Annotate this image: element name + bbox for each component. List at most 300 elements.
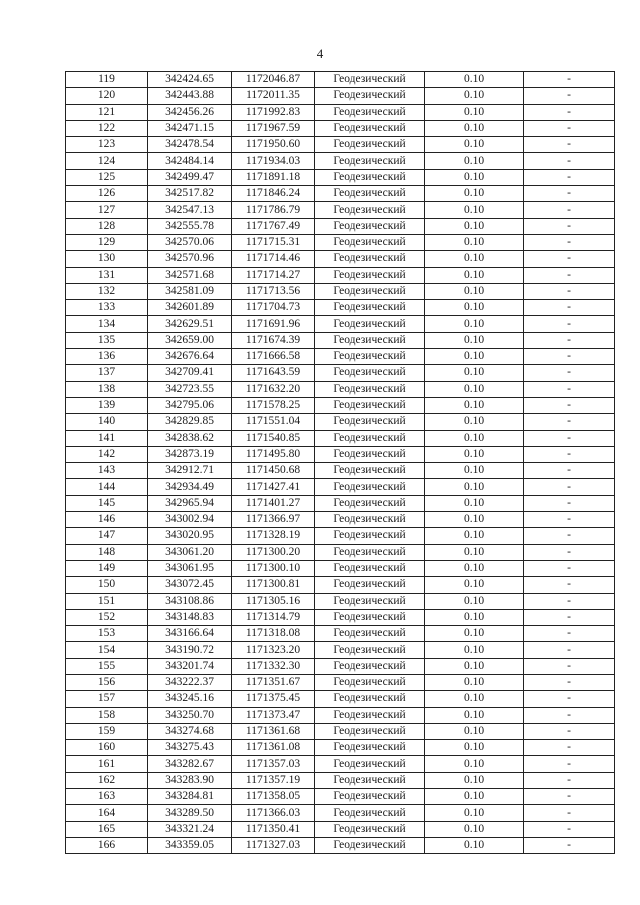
table-row	[66, 772, 615, 788]
y-coordinate-cell: 1171691.96	[232, 316, 315, 332]
accuracy-cell: 0.10	[425, 332, 524, 348]
table-row	[66, 642, 615, 658]
point-number-cell: 141	[66, 430, 148, 446]
y-coordinate-cell: 1171361.68	[232, 723, 315, 739]
point-number-cell: 122	[66, 120, 148, 136]
y-coordinate-cell: 1171318.08	[232, 626, 315, 642]
y-coordinate-cell: 1171427.41	[232, 479, 315, 495]
y-coordinate-cell: 1171786.79	[232, 202, 315, 218]
method-cell: Геодезический	[315, 414, 425, 430]
point-number-cell: 132	[66, 283, 148, 299]
y-coordinate-cell: 1171305.16	[232, 593, 315, 609]
accuracy-cell: 0.10	[425, 495, 524, 511]
x-coordinate-cell: 343284.81	[148, 789, 232, 805]
note-cell: -	[524, 72, 615, 88]
x-coordinate-cell: 342424.65	[148, 72, 232, 88]
accuracy-cell: 0.10	[425, 72, 524, 88]
accuracy-cell: 0.10	[425, 789, 524, 805]
method-cell: Геодезический	[315, 560, 425, 576]
x-coordinate-cell: 342484.14	[148, 153, 232, 169]
y-coordinate-cell: 1172011.35	[232, 88, 315, 104]
y-coordinate-cell: 1171328.19	[232, 528, 315, 544]
point-number-cell: 134	[66, 316, 148, 332]
x-coordinate-cell: 342965.94	[148, 495, 232, 511]
table-row	[66, 365, 615, 381]
note-cell: -	[524, 88, 615, 104]
point-number-cell: 124	[66, 153, 148, 169]
x-coordinate-cell: 342471.15	[148, 120, 232, 136]
accuracy-cell: 0.10	[425, 365, 524, 381]
x-coordinate-cell: 343061.95	[148, 560, 232, 576]
accuracy-cell: 0.10	[425, 316, 524, 332]
accuracy-cell: 0.10	[425, 512, 524, 528]
point-number-cell: 146	[66, 512, 148, 528]
accuracy-cell: 0.10	[425, 218, 524, 234]
x-coordinate-cell: 342676.64	[148, 349, 232, 365]
table-row	[66, 397, 615, 413]
x-coordinate-cell: 342709.41	[148, 365, 232, 381]
table-row	[66, 430, 615, 446]
point-number-cell: 127	[66, 202, 148, 218]
note-cell: -	[524, 169, 615, 185]
x-coordinate-cell: 343321.24	[148, 821, 232, 837]
accuracy-cell: 0.10	[425, 740, 524, 756]
y-coordinate-cell: 1171323.20	[232, 642, 315, 658]
accuracy-cell: 0.10	[425, 772, 524, 788]
table-row	[66, 283, 615, 299]
table-row	[66, 805, 615, 821]
table-row	[66, 691, 615, 707]
table-row	[66, 593, 615, 609]
x-coordinate-cell: 342499.47	[148, 169, 232, 185]
note-cell: -	[524, 104, 615, 120]
method-cell: Геодезический	[315, 495, 425, 511]
note-cell: -	[524, 300, 615, 316]
note-cell: -	[524, 577, 615, 593]
x-coordinate-cell: 342629.51	[148, 316, 232, 332]
method-cell: Геодезический	[315, 88, 425, 104]
method-cell: Геодезический	[315, 821, 425, 837]
method-cell: Геодезический	[315, 805, 425, 821]
accuracy-cell: 0.10	[425, 691, 524, 707]
x-coordinate-cell: 343282.67	[148, 756, 232, 772]
y-coordinate-cell: 1171714.46	[232, 251, 315, 267]
y-coordinate-cell: 1171366.03	[232, 805, 315, 821]
table-row	[66, 316, 615, 332]
y-coordinate-cell: 1171540.85	[232, 430, 315, 446]
point-number-cell: 138	[66, 381, 148, 397]
table-row	[66, 740, 615, 756]
table-row	[66, 120, 615, 136]
method-cell: Геодезический	[315, 300, 425, 316]
note-cell: -	[524, 137, 615, 153]
point-number-cell: 155	[66, 658, 148, 674]
x-coordinate-cell: 343201.74	[148, 658, 232, 674]
y-coordinate-cell: 1171704.73	[232, 300, 315, 316]
method-cell: Геодезический	[315, 218, 425, 234]
accuracy-cell: 0.10	[425, 88, 524, 104]
y-coordinate-cell: 1171632.20	[232, 381, 315, 397]
note-cell: -	[524, 674, 615, 690]
y-coordinate-cell: 1171767.49	[232, 218, 315, 234]
y-coordinate-cell: 1171327.03	[232, 837, 315, 853]
point-number-cell: 120	[66, 88, 148, 104]
x-coordinate-cell: 342829.85	[148, 414, 232, 430]
method-cell: Геодезический	[315, 137, 425, 153]
table-row	[66, 300, 615, 316]
table-row	[66, 789, 615, 805]
y-coordinate-cell: 1171967.59	[232, 120, 315, 136]
x-coordinate-cell: 343061.20	[148, 544, 232, 560]
table-row	[66, 218, 615, 234]
method-cell: Геодезический	[315, 707, 425, 723]
point-number-cell: 156	[66, 674, 148, 690]
y-coordinate-cell: 1172046.87	[232, 72, 315, 88]
y-coordinate-cell: 1171357.03	[232, 756, 315, 772]
accuracy-cell: 0.10	[425, 577, 524, 593]
x-coordinate-cell: 342555.78	[148, 218, 232, 234]
point-number-cell: 163	[66, 789, 148, 805]
point-number-cell: 126	[66, 186, 148, 202]
method-cell: Геодезический	[315, 202, 425, 218]
note-cell: -	[524, 479, 615, 495]
accuracy-cell: 0.10	[425, 609, 524, 625]
note-cell: -	[524, 756, 615, 772]
point-number-cell: 133	[66, 300, 148, 316]
x-coordinate-cell: 343148.83	[148, 609, 232, 625]
point-number-cell: 136	[66, 349, 148, 365]
y-coordinate-cell: 1171846.24	[232, 186, 315, 202]
note-cell: -	[524, 218, 615, 234]
accuracy-cell: 0.10	[425, 234, 524, 250]
table-row	[66, 137, 615, 153]
y-coordinate-cell: 1171950.60	[232, 137, 315, 153]
method-cell: Геодезический	[315, 234, 425, 250]
note-cell: -	[524, 593, 615, 609]
x-coordinate-cell: 342601.89	[148, 300, 232, 316]
accuracy-cell: 0.10	[425, 349, 524, 365]
note-cell: -	[524, 381, 615, 397]
method-cell: Геодезический	[315, 674, 425, 690]
y-coordinate-cell: 1171375.45	[232, 691, 315, 707]
table-row	[66, 267, 615, 283]
table-row	[66, 609, 615, 625]
accuracy-cell: 0.10	[425, 723, 524, 739]
table-row	[66, 381, 615, 397]
x-coordinate-cell: 343289.50	[148, 805, 232, 821]
note-cell: -	[524, 723, 615, 739]
x-coordinate-cell: 343245.16	[148, 691, 232, 707]
x-coordinate-cell: 342873.19	[148, 446, 232, 462]
y-coordinate-cell: 1171361.08	[232, 740, 315, 756]
point-number-cell: 150	[66, 577, 148, 593]
note-cell: -	[524, 267, 615, 283]
note-cell: -	[524, 658, 615, 674]
note-cell: -	[524, 332, 615, 348]
table-row	[66, 756, 615, 772]
x-coordinate-cell: 343359.05	[148, 837, 232, 853]
y-coordinate-cell: 1171300.10	[232, 560, 315, 576]
point-number-cell: 160	[66, 740, 148, 756]
y-coordinate-cell: 1171358.05	[232, 789, 315, 805]
point-number-cell: 151	[66, 593, 148, 609]
method-cell: Геодезический	[315, 153, 425, 169]
y-coordinate-cell: 1171714.27	[232, 267, 315, 283]
note-cell: -	[524, 772, 615, 788]
note-cell: -	[524, 414, 615, 430]
note-cell: -	[524, 837, 615, 853]
table-row	[66, 88, 615, 104]
x-coordinate-cell: 343275.43	[148, 740, 232, 756]
y-coordinate-cell: 1171450.68	[232, 463, 315, 479]
note-cell: -	[524, 120, 615, 136]
method-cell: Геодезический	[315, 267, 425, 283]
y-coordinate-cell: 1171495.80	[232, 446, 315, 462]
method-cell: Геодезический	[315, 169, 425, 185]
table-row	[66, 658, 615, 674]
note-cell: -	[524, 642, 615, 658]
method-cell: Геодезический	[315, 349, 425, 365]
x-coordinate-cell: 342934.49	[148, 479, 232, 495]
point-number-cell: 144	[66, 479, 148, 495]
accuracy-cell: 0.10	[425, 560, 524, 576]
table-row	[66, 512, 615, 528]
accuracy-cell: 0.10	[425, 479, 524, 495]
method-cell: Геодезический	[315, 365, 425, 381]
point-number-cell: 137	[66, 365, 148, 381]
table-row	[66, 626, 615, 642]
accuracy-cell: 0.10	[425, 120, 524, 136]
method-cell: Геодезический	[315, 577, 425, 593]
method-cell: Геодезический	[315, 512, 425, 528]
y-coordinate-cell: 1171674.39	[232, 332, 315, 348]
y-coordinate-cell: 1171314.79	[232, 609, 315, 625]
table-row	[66, 349, 615, 365]
point-number-cell: 149	[66, 560, 148, 576]
point-number-cell: 128	[66, 218, 148, 234]
accuracy-cell: 0.10	[425, 544, 524, 560]
point-number-cell: 165	[66, 821, 148, 837]
method-cell: Геодезический	[315, 789, 425, 805]
point-number-cell: 162	[66, 772, 148, 788]
method-cell: Геодезический	[315, 626, 425, 642]
x-coordinate-cell: 342723.55	[148, 381, 232, 397]
table-row	[66, 674, 615, 690]
note-cell: -	[524, 495, 615, 511]
point-number-cell: 158	[66, 707, 148, 723]
y-coordinate-cell: 1171357.19	[232, 772, 315, 788]
point-number-cell: 125	[66, 169, 148, 185]
y-coordinate-cell: 1171300.20	[232, 544, 315, 560]
note-cell: -	[524, 707, 615, 723]
point-number-cell: 130	[66, 251, 148, 267]
table-row	[66, 723, 615, 739]
note-cell: -	[524, 349, 615, 365]
note-cell: -	[524, 609, 615, 625]
x-coordinate-cell: 342571.68	[148, 267, 232, 283]
x-coordinate-cell: 343250.70	[148, 707, 232, 723]
point-number-cell: 164	[66, 805, 148, 821]
note-cell: -	[524, 789, 615, 805]
y-coordinate-cell: 1171934.03	[232, 153, 315, 169]
note-cell: -	[524, 202, 615, 218]
accuracy-cell: 0.10	[425, 186, 524, 202]
method-cell: Геодезический	[315, 463, 425, 479]
accuracy-cell: 0.10	[425, 707, 524, 723]
note-cell: -	[524, 446, 615, 462]
point-number-cell: 154	[66, 642, 148, 658]
note-cell: -	[524, 234, 615, 250]
x-coordinate-cell: 342838.62	[148, 430, 232, 446]
y-coordinate-cell: 1171332.30	[232, 658, 315, 674]
point-number-cell: 135	[66, 332, 148, 348]
note-cell: -	[524, 512, 615, 528]
table-row	[66, 446, 615, 462]
x-coordinate-cell: 342478.54	[148, 137, 232, 153]
method-cell: Геодезический	[315, 283, 425, 299]
method-cell: Геодезический	[315, 528, 425, 544]
accuracy-cell: 0.10	[425, 169, 524, 185]
x-coordinate-cell: 343222.37	[148, 674, 232, 690]
point-number-cell: 142	[66, 446, 148, 462]
note-cell: -	[524, 283, 615, 299]
point-number-cell: 143	[66, 463, 148, 479]
point-number-cell: 145	[66, 495, 148, 511]
note-cell: -	[524, 528, 615, 544]
method-cell: Геодезический	[315, 430, 425, 446]
y-coordinate-cell: 1171666.58	[232, 349, 315, 365]
accuracy-cell: 0.10	[425, 528, 524, 544]
method-cell: Геодезический	[315, 316, 425, 332]
note-cell: -	[524, 821, 615, 837]
table-row	[66, 104, 615, 120]
note-cell: -	[524, 463, 615, 479]
method-cell: Геодезический	[315, 658, 425, 674]
accuracy-cell: 0.10	[425, 658, 524, 674]
table-row	[66, 169, 615, 185]
note-cell: -	[524, 560, 615, 576]
method-cell: Геодезический	[315, 72, 425, 88]
x-coordinate-cell: 342570.96	[148, 251, 232, 267]
note-cell: -	[524, 316, 615, 332]
method-cell: Геодезический	[315, 479, 425, 495]
point-number-cell: 153	[66, 626, 148, 642]
point-number-cell: 129	[66, 234, 148, 250]
point-number-cell: 166	[66, 837, 148, 853]
x-coordinate-cell: 342795.06	[148, 397, 232, 413]
point-number-cell: 152	[66, 609, 148, 625]
note-cell: -	[524, 251, 615, 267]
point-number-cell: 139	[66, 397, 148, 413]
note-cell: -	[524, 740, 615, 756]
y-coordinate-cell: 1171643.59	[232, 365, 315, 381]
y-coordinate-cell: 1171992.83	[232, 104, 315, 120]
table-row	[66, 463, 615, 479]
table-row	[66, 837, 615, 853]
accuracy-cell: 0.10	[425, 463, 524, 479]
table-row	[66, 528, 615, 544]
x-coordinate-cell: 343274.68	[148, 723, 232, 739]
x-coordinate-cell: 343108.86	[148, 593, 232, 609]
point-number-cell: 148	[66, 544, 148, 560]
method-cell: Геодезический	[315, 723, 425, 739]
method-cell: Геодезический	[315, 381, 425, 397]
accuracy-cell: 0.10	[425, 267, 524, 283]
table-row	[66, 479, 615, 495]
accuracy-cell: 0.10	[425, 593, 524, 609]
x-coordinate-cell: 343020.95	[148, 528, 232, 544]
method-cell: Геодезический	[315, 186, 425, 202]
method-cell: Геодезический	[315, 837, 425, 853]
note-cell: -	[524, 430, 615, 446]
accuracy-cell: 0.10	[425, 446, 524, 462]
x-coordinate-cell: 343002.94	[148, 512, 232, 528]
y-coordinate-cell: 1171300.81	[232, 577, 315, 593]
y-coordinate-cell: 1171366.97	[232, 512, 315, 528]
point-number-cell: 140	[66, 414, 148, 430]
x-coordinate-cell: 343072.45	[148, 577, 232, 593]
point-number-cell: 161	[66, 756, 148, 772]
point-number-cell: 159	[66, 723, 148, 739]
coordinates-table	[65, 71, 615, 854]
x-coordinate-cell: 342659.00	[148, 332, 232, 348]
table-row	[66, 495, 615, 511]
accuracy-cell: 0.10	[425, 756, 524, 772]
x-coordinate-cell: 342912.71	[148, 463, 232, 479]
accuracy-cell: 0.10	[425, 626, 524, 642]
x-coordinate-cell: 343283.90	[148, 772, 232, 788]
y-coordinate-cell: 1171715.31	[232, 234, 315, 250]
y-coordinate-cell: 1171891.18	[232, 169, 315, 185]
point-number-cell: 131	[66, 267, 148, 283]
x-coordinate-cell: 342581.09	[148, 283, 232, 299]
method-cell: Геодезический	[315, 609, 425, 625]
y-coordinate-cell: 1171350.41	[232, 821, 315, 837]
table-row	[66, 234, 615, 250]
x-coordinate-cell: 342570.06	[148, 234, 232, 250]
method-cell: Геодезический	[315, 397, 425, 413]
method-cell: Геодезический	[315, 332, 425, 348]
point-number-cell: 157	[66, 691, 148, 707]
note-cell: -	[524, 186, 615, 202]
accuracy-cell: 0.10	[425, 137, 524, 153]
accuracy-cell: 0.10	[425, 837, 524, 853]
accuracy-cell: 0.10	[425, 397, 524, 413]
accuracy-cell: 0.10	[425, 414, 524, 430]
table-row	[66, 821, 615, 837]
note-cell: -	[524, 397, 615, 413]
x-coordinate-cell: 342517.82	[148, 186, 232, 202]
y-coordinate-cell: 1171551.04	[232, 414, 315, 430]
note-cell: -	[524, 544, 615, 560]
note-cell: -	[524, 805, 615, 821]
x-coordinate-cell: 342547.13	[148, 202, 232, 218]
accuracy-cell: 0.10	[425, 300, 524, 316]
table-row	[66, 72, 615, 88]
note-cell: -	[524, 365, 615, 381]
method-cell: Геодезический	[315, 544, 425, 560]
method-cell: Геодезический	[315, 446, 425, 462]
accuracy-cell: 0.10	[425, 202, 524, 218]
table-row	[66, 202, 615, 218]
accuracy-cell: 0.10	[425, 381, 524, 397]
method-cell: Геодезический	[315, 120, 425, 136]
y-coordinate-cell: 1171351.67	[232, 674, 315, 690]
accuracy-cell: 0.10	[425, 153, 524, 169]
method-cell: Геодезический	[315, 251, 425, 267]
note-cell: -	[524, 153, 615, 169]
method-cell: Геодезический	[315, 756, 425, 772]
